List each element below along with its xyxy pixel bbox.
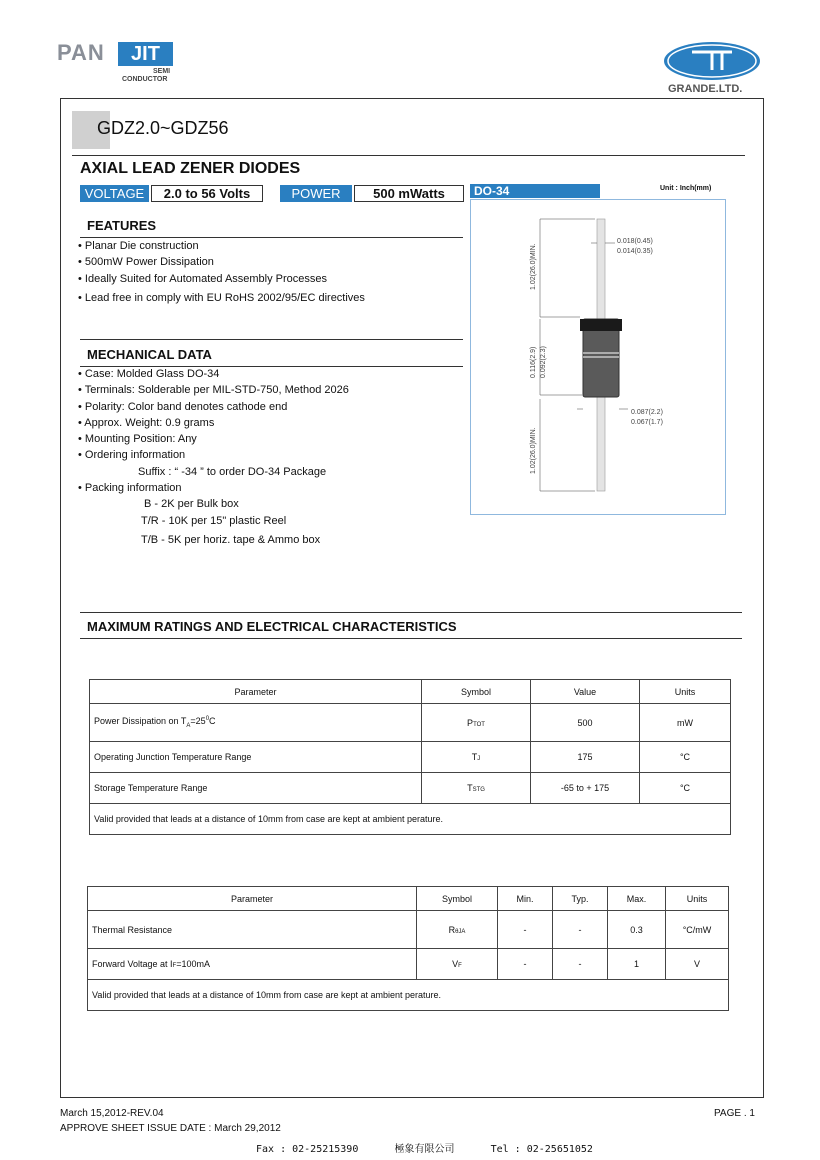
table-row — [88, 949, 729, 980]
features-title: FEATURES — [87, 218, 157, 233]
ordering-suffix: Suffix : “ -34 ” to order DO-34 Package — [138, 465, 327, 478]
mechanical-item: • Approx. Weight: 0.9 grams — [78, 416, 215, 429]
dim-body-length-min: 0.092(2.3) — [540, 346, 547, 378]
symbol-sub: θJA — [455, 928, 466, 935]
grande-logo-text: GRANDE.LTD. — [668, 83, 743, 95]
param-text: =100mA — [176, 959, 210, 969]
table-note-row — [88, 980, 729, 1011]
cell-parameter — [88, 949, 417, 980]
approve-date-text: APPROVE SHEET ISSUE DATE : March 29,2012 — [60, 1123, 281, 1134]
divider — [80, 339, 463, 340]
voltage-value: 2.0 to 56 Volts — [151, 185, 263, 202]
param-sub: A — [186, 722, 191, 729]
table-row — [90, 742, 731, 773]
table-row — [90, 773, 731, 804]
mechanical-item: • Case: Molded Glass DO-34 — [78, 368, 220, 380]
table-header-row — [90, 680, 731, 704]
col-units: Units — [640, 680, 731, 704]
divider — [72, 155, 745, 156]
col-min: Min. — [498, 887, 553, 911]
contact-line: Fax : 02-25215390 極象有限公司 Tel : 02-25651052 — [256, 1144, 593, 1155]
cell-parameter: Storage Temperature Range — [90, 773, 422, 804]
dim-lead-length-bottom: 1.02(26.0)MIN. — [530, 427, 537, 474]
logo-conductor-text: CONDUCTOR — [122, 76, 168, 83]
symbol-sub: TOT — [473, 721, 485, 728]
mechanical-title: MECHANICAL DATA — [87, 347, 212, 362]
param-sup: 0 — [205, 716, 210, 723]
dim-lead-diameter-max: 0.018(0.45) — [617, 238, 653, 245]
packing-item: T/R - 10K per 15" plastic Reel — [141, 514, 287, 527]
power-tag: POWER — [280, 185, 352, 202]
mechanical-item: • Mounting Position: Any — [78, 433, 197, 446]
packing-item: B - 2K per Bulk box — [144, 498, 239, 511]
cell-min: - — [498, 911, 553, 949]
col-symbol: Symbol — [422, 680, 531, 704]
cell-value: 500 — [531, 704, 640, 742]
param-text: =25 — [190, 716, 206, 727]
mechanical-item: • Terminals: Solderable per MIL-STD-750, Method 2026 — [78, 384, 349, 397]
cell-symbol — [422, 704, 531, 742]
electrical-characteristics-table — [87, 886, 729, 1011]
voltage-tag: VOLTAGE — [80, 185, 149, 202]
logo-semi-text: SEMI — [153, 68, 171, 75]
param-sub: F — [172, 963, 177, 969]
cell-parameter: Thermal Resistance — [88, 911, 417, 949]
cell-typ: - — [553, 949, 608, 980]
dim-body-diameter-max: 0.087(2.2) — [631, 409, 663, 416]
power-value: 500 mWatts — [354, 185, 464, 202]
grande-logo-icon — [662, 40, 762, 82]
symbol-text: P — [467, 717, 474, 728]
feature-item: • Lead free in comply with EU RoHS 2002/95/EC directives — [78, 291, 365, 304]
divider — [80, 612, 742, 613]
cell-symbol — [417, 911, 498, 949]
panjit-logo-pan: PAN — [57, 40, 105, 65]
cell-symbol — [422, 773, 531, 804]
table-note: Valid provided that leads at a distance of 10mm from case are kept at ambient perature. — [88, 980, 729, 1011]
cell-units: mW — [640, 704, 731, 742]
packing-title: • Packing information — [78, 482, 182, 495]
cell-max: 0.3 — [608, 911, 666, 949]
col-parameter: Parameter — [90, 680, 422, 704]
mechanical-item: • Polarity: Color band denotes cathode end — [78, 400, 288, 413]
ratings-title: MAXIMUM RATINGS AND ELECTRICAL CHARACTERISTICS — [87, 619, 457, 634]
dim-body-length-max: 0.116(2.9) — [530, 346, 537, 378]
symbol-text: V — [452, 959, 459, 969]
col-parameter: Parameter — [88, 887, 417, 911]
divider — [80, 638, 742, 639]
features-list — [78, 238, 365, 306]
symbol-sub: J — [477, 756, 481, 762]
symbol-sub: STG — [472, 787, 485, 793]
dim-lead-diameter-min: 0.014(0.35) — [617, 248, 653, 255]
param-text: Power Dissipation on T — [94, 716, 187, 727]
feature-item: • Planar Die construction — [78, 240, 199, 252]
panjit-logo-jit: JIT — [118, 42, 173, 66]
symbol-text: R — [448, 924, 456, 935]
feature-item: • 500mW Power Dissipation — [78, 256, 214, 269]
page-title: GDZ2.0~GDZ56 — [97, 118, 229, 138]
table-row — [90, 704, 731, 742]
cell-units: °C/mW — [666, 911, 729, 949]
cell-parameter — [90, 704, 422, 742]
table-header-row — [88, 887, 729, 911]
dim-lead-length-top: 1.02(26.0)MIN. — [530, 243, 537, 290]
page-number: PAGE . 1 — [714, 1108, 755, 1119]
cell-value: -65 to + 175 — [531, 773, 640, 804]
symbol-text: T — [467, 783, 473, 793]
panjit-logo-semiconductor — [122, 68, 171, 84]
table-note-row — [90, 804, 731, 835]
mechanical-list — [78, 366, 349, 548]
max-ratings-table — [89, 679, 731, 835]
diode-outline-drawing — [470, 199, 726, 515]
unit-label: Unit : Inch(mm) — [660, 185, 712, 192]
revision-text: March 15,2012-REV.04 — [60, 1108, 164, 1119]
feature-item: • Ideally Suited for Automated Assembly Processes — [78, 272, 328, 285]
cell-units: °C — [640, 773, 731, 804]
cell-symbol — [417, 949, 498, 980]
cell-units: °C — [640, 742, 731, 773]
col-typ: Typ. — [553, 887, 608, 911]
col-units: Units — [666, 887, 729, 911]
table-note: Valid provided that leads at a distance of 10mm from case are kept at ambient perature. — [90, 804, 731, 835]
param-text: Forward Voltage at I — [92, 959, 173, 969]
col-max: Max. — [608, 887, 666, 911]
cell-max: 1 — [608, 949, 666, 980]
cell-value: 175 — [531, 742, 640, 773]
cell-symbol — [422, 742, 531, 773]
table-row — [88, 911, 729, 949]
packing-item: T/B - 5K per horiz. tape & Ammo box — [141, 533, 321, 546]
param-text: C — [209, 716, 216, 727]
symbol-sub: F — [458, 963, 462, 969]
mechanical-item: • Ordering information — [78, 449, 186, 462]
cell-min: - — [498, 949, 553, 980]
cell-typ: - — [553, 911, 608, 949]
product-subtitle: AXIAL LEAD ZENER DIODES — [80, 160, 301, 177]
package-title-bar: DO-34 — [470, 184, 600, 198]
cell-units: V — [666, 949, 729, 980]
col-symbol: Symbol — [417, 887, 498, 911]
symbol-text: T — [471, 752, 478, 762]
cell-parameter: Operating Junction Temperature Range — [90, 742, 422, 773]
col-value: Value — [531, 680, 640, 704]
dim-body-diameter-min: 0.067(1.7) — [631, 419, 663, 426]
